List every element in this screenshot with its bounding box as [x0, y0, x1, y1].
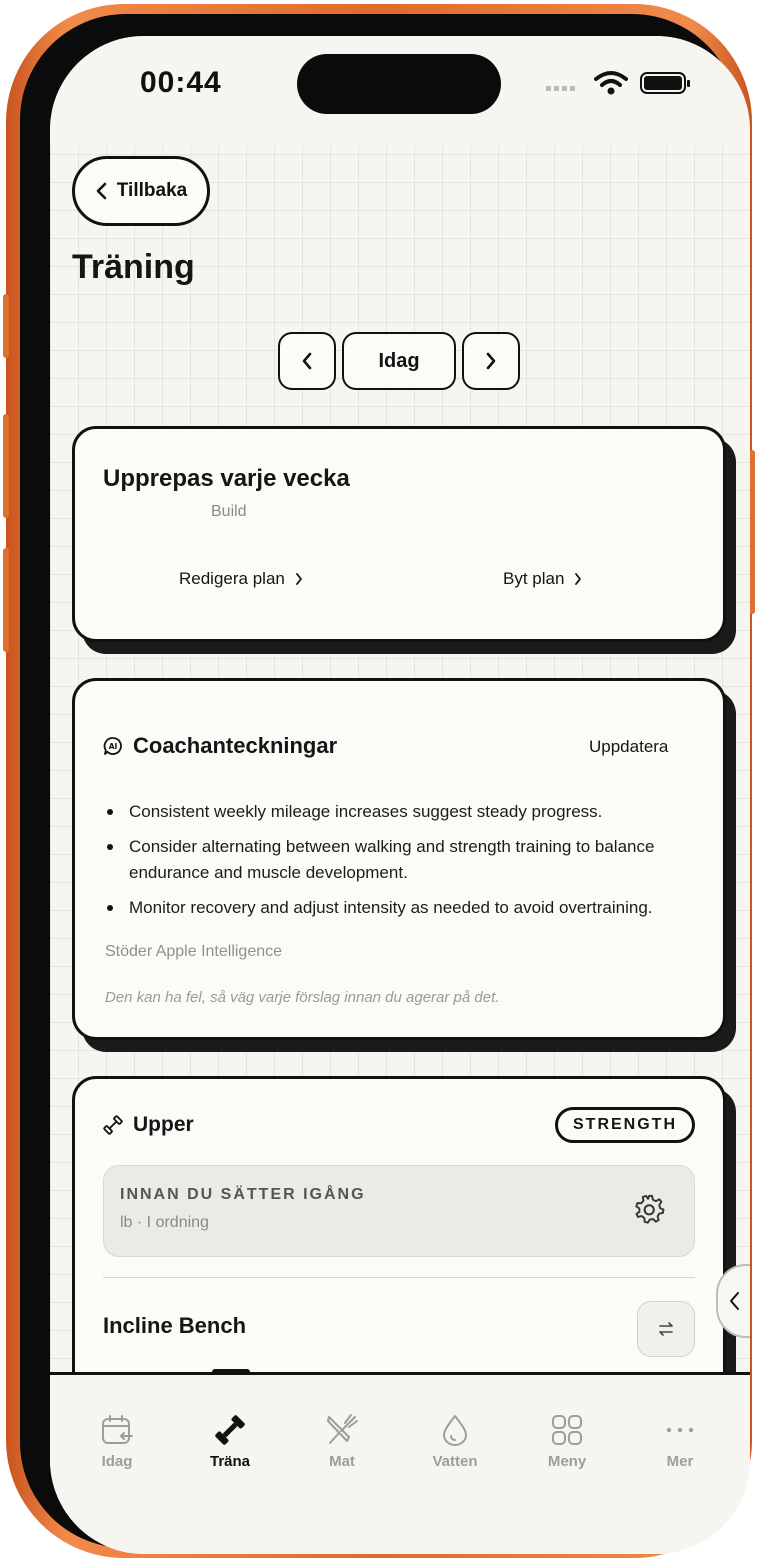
chevron-right-icon	[295, 572, 303, 586]
calendar-icon	[100, 1413, 134, 1447]
tab-meny[interactable]	[522, 1413, 612, 1470]
battery-icon	[640, 72, 686, 94]
swap-exercise-button[interactable]	[637, 1301, 695, 1357]
switch-plan-label: Byt plan	[503, 569, 565, 588]
exercise-name: Incline Bench	[103, 1313, 247, 1338]
volume-up-button	[3, 414, 9, 518]
active-tab-indicator	[212, 1369, 250, 1375]
swap-arrows-icon	[657, 1322, 675, 1336]
screen	[50, 36, 750, 1554]
volume-down-button	[3, 548, 9, 652]
coach-notes-title: Coachanteckningar	[133, 733, 338, 758]
pre-workout-settings[interactable]	[103, 1165, 695, 1257]
status-bar	[50, 36, 750, 146]
fork-knife-icon	[325, 1413, 359, 1447]
water-drop-icon	[438, 1413, 472, 1447]
tab-label: Meny	[547, 1453, 587, 1470]
plan-subtitle: Build	[211, 503, 247, 520]
tab-trana[interactable]	[185, 1413, 275, 1470]
list-item: Monitor recovery and adjust intensity as needed to avoid overtraining.	[105, 895, 705, 921]
tab-vatten[interactable]	[410, 1413, 500, 1470]
coach-notes-list	[105, 799, 705, 930]
edit-plan-label: Redigera plan	[179, 569, 285, 588]
pre-workout-subtitle: lb · I ordning	[120, 1214, 209, 1231]
pre-workout-title: INNAN DU SÄTTER IGÅNG	[120, 1186, 366, 1203]
dynamic-island	[297, 54, 501, 114]
phone-frame	[6, 4, 752, 1558]
more-dots-icon	[663, 1413, 697, 1447]
switch-plan-link[interactable]	[503, 569, 582, 589]
edit-plan-link[interactable]	[179, 569, 303, 589]
current-day-label: Idag	[378, 349, 420, 372]
coach-notes-card	[72, 678, 726, 1040]
action-button	[3, 294, 9, 358]
tab-label: Mer	[666, 1453, 694, 1470]
chevron-right-icon	[485, 352, 497, 370]
chevron-right-icon	[574, 572, 582, 586]
divider	[103, 1277, 695, 1278]
previous-day-button[interactable]	[278, 332, 336, 390]
ai-chat-icon	[103, 736, 123, 756]
tab-label: Idag	[101, 1453, 133, 1470]
phone-bezel	[20, 14, 738, 1548]
back-button[interactable]	[72, 156, 210, 226]
workout-type-badge: STRENGTH	[555, 1107, 695, 1143]
coach-notes-header	[103, 733, 337, 759]
tab-mer[interactable]	[635, 1413, 725, 1470]
ai-disclaimer: Den kan ha fel, så väg varje förslag innan du agerar på det.	[105, 989, 500, 1006]
list-item: Consider alternating between walking and strength training to balance endurance and muscle development.	[105, 834, 705, 886]
back-button-label: Tillbaka	[116, 180, 188, 201]
dumbbell-icon	[103, 1115, 123, 1135]
tab-mat[interactable]	[297, 1413, 387, 1470]
gear-icon[interactable]	[634, 1194, 666, 1226]
current-day-button[interactable]	[342, 332, 456, 390]
chevron-left-icon	[728, 1290, 742, 1312]
apple-intelligence-note: Stöder Apple Intelligence	[105, 943, 283, 960]
workout-header	[103, 1113, 194, 1137]
cellular-signal-icon	[546, 86, 575, 91]
list-item: Consistent weekly mileage increases suggest steady progress.	[105, 799, 705, 825]
grid-icon	[550, 1413, 584, 1447]
tab-label: Vatten	[432, 1453, 478, 1470]
chevron-left-icon	[301, 352, 313, 370]
plan-card	[72, 426, 726, 642]
workout-title: Upper	[133, 1113, 194, 1136]
page-title: Träning	[72, 248, 195, 286]
svg-text:AI: AI	[108, 742, 118, 752]
tab-label: Träna	[209, 1453, 251, 1470]
tab-label: Mat	[329, 1453, 355, 1470]
wifi-icon	[594, 70, 628, 96]
dumbbell-icon	[213, 1413, 247, 1447]
plan-title: Upprepas varje vecka	[103, 465, 350, 492]
chevron-left-icon	[95, 182, 107, 200]
next-day-button[interactable]	[462, 332, 520, 390]
tab-idag[interactable]	[72, 1413, 162, 1470]
update-notes-button[interactable]: Uppdatera	[589, 737, 669, 756]
status-time: 00:44	[140, 66, 222, 99]
tab-bar	[50, 1372, 750, 1554]
